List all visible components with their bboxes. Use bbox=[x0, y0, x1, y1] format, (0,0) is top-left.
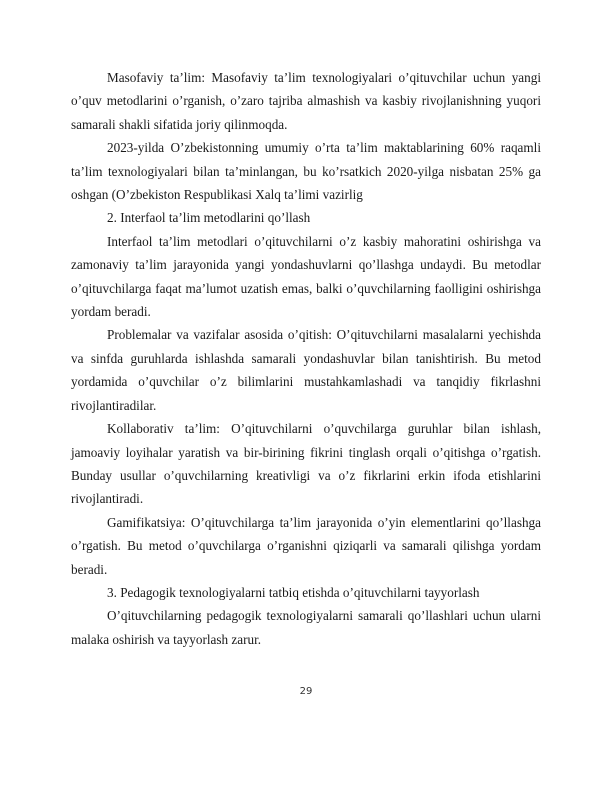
paragraph-collaborative-learning: Kollaborativ ta’lim: O’qituvchilarni o’quvchilarga guruhlar bilan ishlash, jamoaviy loyihalar yaratish va bir-birining fikrini tinglash orqali o’qitishga o’rgatish. Bunday usullar o’quvchilarning kreativligi va o’z fikrlarini erkin ifoda etishlarini rivojlantiradi. bbox=[71, 421, 541, 507]
paragraph-gamification: Gamifikatsiya: O’qituvchilarga ta’lim jarayonida o’yin elementlarini qo’llashga o’rgatish. Bu metod o’quvchilarga o’rganishni qiziqarli va samarali qilishga yordam beradi. bbox=[71, 514, 541, 577]
paragraph-problem-based-learning: Problemalar va vazifalar asosida o’qitish: O’qituvchilarni masalalarni yechishda va sinfda guruhlarda ishlashda samarali yondashuvlar bilan tanishtirish. Bu metod yordamida o’quvchilar o’z bilimlarini mustahkamlashadi va tanqidiy fikrlashni rivojlantiradilar. bbox=[71, 327, 541, 413]
section-heading-teacher-training: 3. Pedagogik texnologiyalarni tatbiq etishda o’qituvchilarni tayyorlash bbox=[107, 584, 480, 600]
page-number: 29 bbox=[299, 686, 313, 697]
paragraph-interactive-methods: Interfaol ta’lim metodlari o’qituvchilarni o’z kasbiy mahoratini oshirishga va zamonaviy ta’lim jarayonida yangi yondashuvlarni qo’llashga undaydi. Bu metodlar o’qituvchilarga faqat ma’lumot uzatish emas, balki o’quvchilarning faolligini oshirishga yordam beradi. bbox=[71, 233, 541, 320]
document-page bbox=[71, 66, 541, 651]
paragraph-teacher-training: O’qituvchilarning pedagogik texnologiyalarni samarali qo’llashlari uchun ularni malaka oshirish va tayyorlash zarur. bbox=[71, 608, 541, 647]
paragraph-distance-learning: Masofaviy ta’lim: Masofaviy ta’lim texnologiyalari o’qituvchilar uchun yangi o’quv metodlarini o’rganish, o’zaro tajriba almashish va kasbiy rivojlanishning yuqori samarali shakli sifatida joriy qilinmoqda. bbox=[71, 70, 541, 132]
paragraph-statistics-2023: 2023-yilda O’zbekistonning umumiy o’rta ta’lim maktablarining 60% raqamli ta’lim texnologiyalari bilan ta’minlangan, bu ko’rsatkich 2020-yilga nisbatan 25% ga oshgan (O’zbekiston Respublikasi Xalq ta’limi vazirlig bbox=[71, 140, 541, 203]
section-heading-interactive-methods: 2. Interfaol ta’lim metodlarini qo’llash bbox=[107, 210, 311, 226]
